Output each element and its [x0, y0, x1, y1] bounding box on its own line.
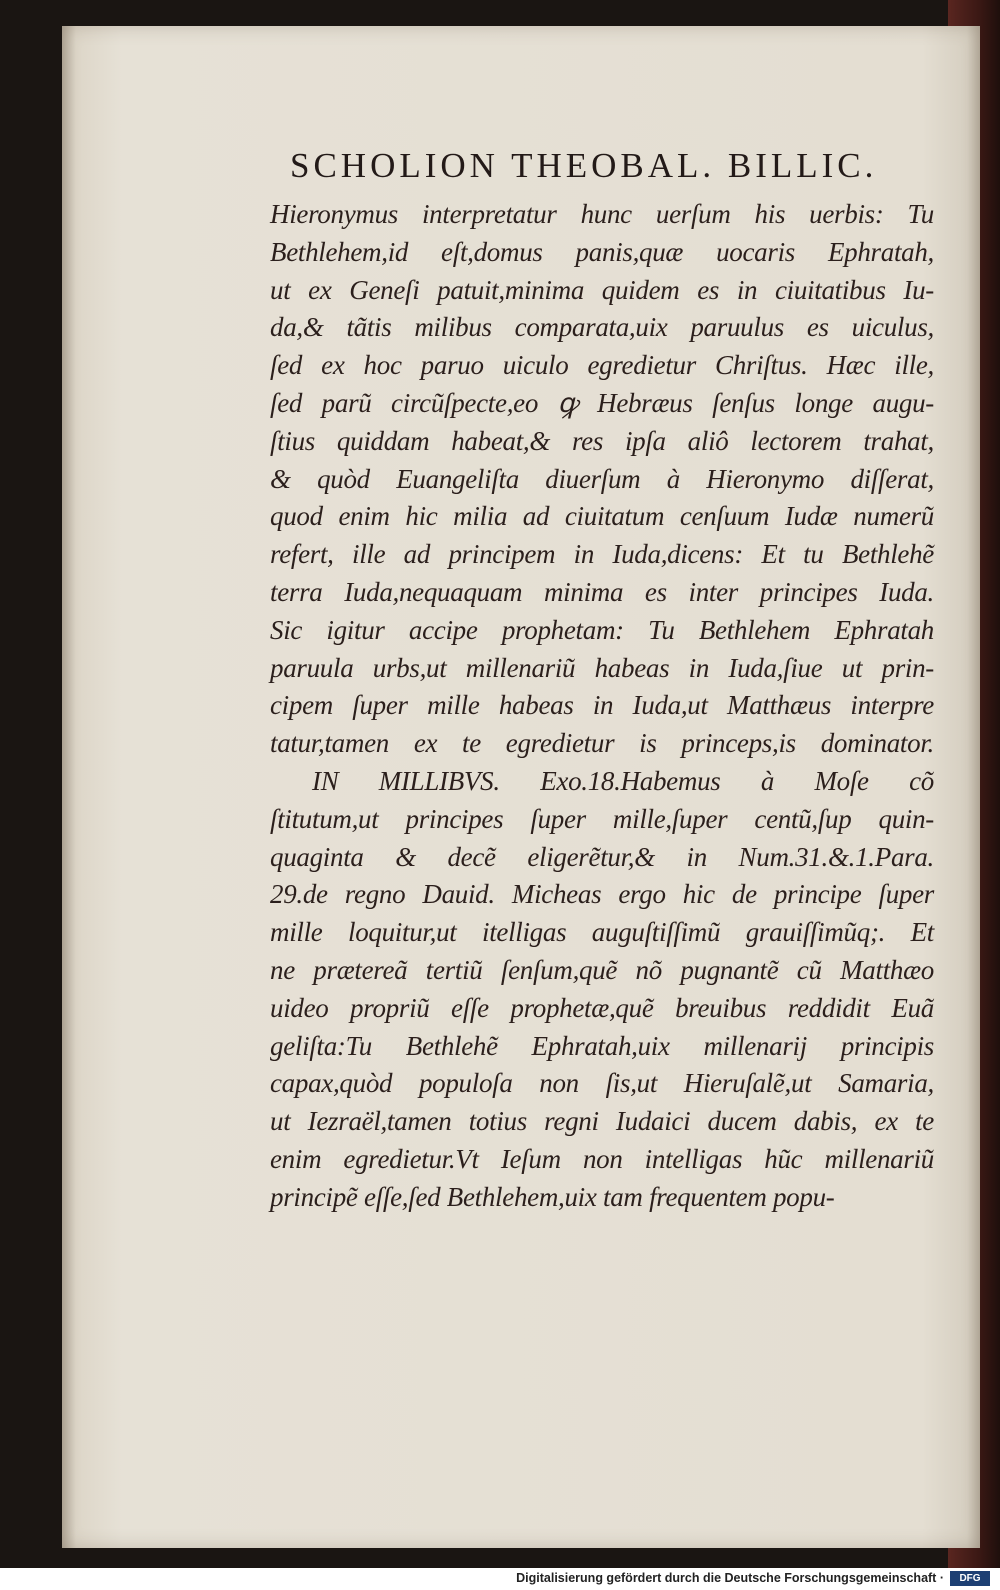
text-line: ſtitutum,ut principes ſuper mille,ſuper centũ,ſup quin- — [270, 803, 934, 834]
running-header: SCHOLION THEOBAL. BILLIC. — [290, 146, 878, 185]
text-line: da,& tãtis milibus comparata,uix paruulus es uiculus, — [270, 312, 934, 343]
text-line: Bethlehem,id eſt,domus panis,quæ uocaris Ephratah, — [270, 236, 934, 267]
dfg-logo[interactable]: DFG — [950, 1571, 990, 1586]
text-line: mille loquitur,ut itelligas auguſtiſſimũ grauiſſimũq;. Et — [270, 917, 934, 948]
text-line: geliſta:Tu Bethlehẽ Ephratah,uix millenarij principis — [270, 1030, 934, 1061]
text-line: ſed ex hoc paruo uiculo egredietur Chriſtus. Hæc ille, — [270, 350, 934, 381]
text-line: Sic igitur accipe prophetam: Tu Bethlehem Ephratah — [270, 614, 934, 645]
text-line: ſtius quiddam habeat,& res ipſa aliô lectorem trahat, — [270, 425, 934, 456]
funding-notice: Digitalisierung gefördert durch die Deutsche Forschungsgemeinschaft · — [516, 1571, 944, 1585]
digitization-footer — [0, 1568, 1000, 1590]
text-line: enim egredietur.Vt Ieſum non intelligas hũc millenariũ — [270, 1143, 934, 1174]
text-line: ne prætereã tertiũ ſenſum,quẽ nõ pugnantẽ cũ Matthæo — [270, 954, 934, 985]
text-line: ut Iezraël,tamen totius regni Iudaici ducem dabis, ex te — [270, 1106, 934, 1137]
text-line: & quòd Euangeliſta diuerſum à Hieronymo diſſerat, — [270, 463, 934, 494]
text-line: ſed parũ circũſpecte,eo ꝙ Hebræus ſenſus longe augu- — [270, 387, 934, 418]
text-line: IN MILLIBVS. Exo.18.Habemus à Moſe cõ — [312, 765, 934, 796]
text-line: quaginta & decẽ eligerẽtur,& in Num.31.&.1.Para. — [270, 841, 934, 872]
text-line: quod enim hic milia ad ciuitatum cenſuum Iudæ numerũ — [270, 501, 934, 532]
text-line: paruula urbs,ut millenariũ habeas in Iuda,ſiue ut prin- — [270, 652, 934, 683]
text-line: tatur,tamen ex te egredietur is princeps,is dominator. — [270, 728, 934, 759]
text-line: cipem ſuper mille habeas in Iuda,ut Matthæus interpre — [270, 690, 934, 721]
text-line: Hieronymus interpretatur hunc uerſum his uerbis: Tu — [270, 199, 934, 229]
text-line: capax,quòd populoſa non ſis,ut Hieruſalẽ,ut Samaria, — [270, 1068, 934, 1099]
text-line: ut ex Geneſi patuit,minima quidem es in ciuitatibus Iu- — [270, 274, 934, 305]
body-text — [270, 196, 934, 1217]
text-line: terra Iuda,nequaquam minima es inter principes Iuda. — [270, 576, 934, 607]
text-line: refert, ille ad principem in Iuda,dicens: Et tu Bethlehẽ — [270, 539, 934, 570]
text-line: uideo propriũ eſſe prophetæ,quẽ breuibus reddidit Euã — [270, 992, 934, 1023]
text-line: 29.de regno Dauid. Micheas ergo hic de principe ſuper — [270, 879, 934, 910]
text-line: principẽ eſſe,ſed Bethlehem,uix tam frequentem popu- — [270, 1181, 835, 1212]
